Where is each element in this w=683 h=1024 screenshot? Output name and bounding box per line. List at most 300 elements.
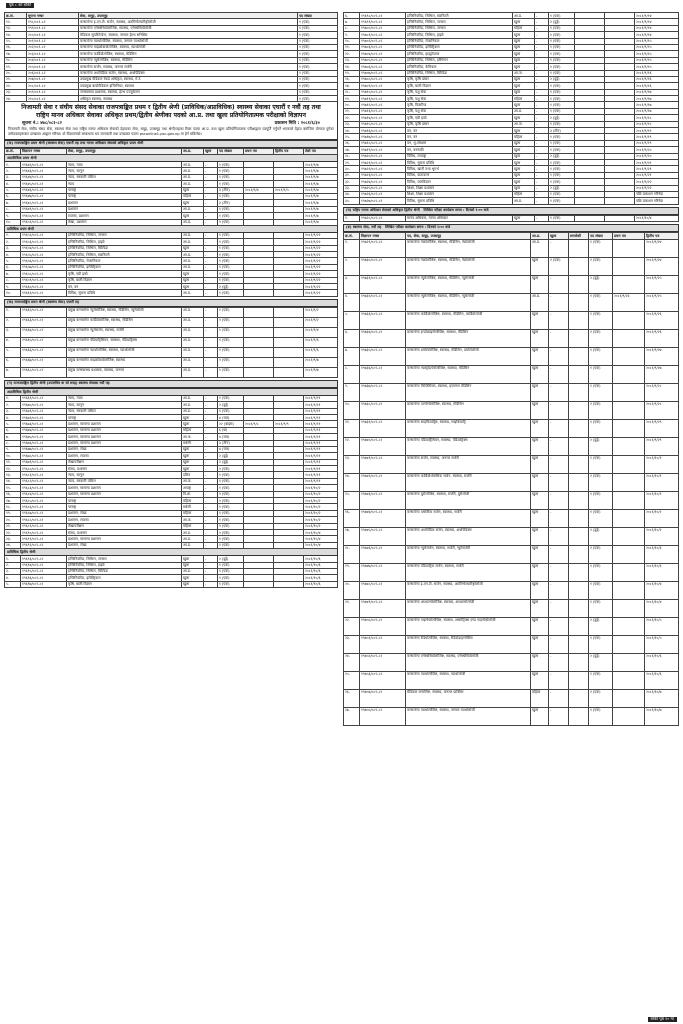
table-cell: २५. [344,134,360,140]
table-cell: १४. [5,32,27,38]
table-cell: २. [5,239,21,245]
table-cell: २०८१/९/२ [304,317,338,327]
table-cell: २२. [5,83,27,89]
table-cell: परराष्ट्र [67,504,182,510]
table-cell [569,275,589,293]
table-cell: १ (एक) [218,357,244,367]
table-cell: न्याय, कानुन [67,168,182,174]
table-cell: - [549,617,569,635]
table-cell: १९७०२/०८१-८२ [360,38,406,44]
table-cell: १ (एक) [218,213,244,219]
table-r2 [343,215,679,222]
table-cell [569,689,589,707]
table-cell: १९७३४/०८१-८२ [360,329,406,347]
table-cell: १ (एक) [589,365,613,383]
exam-note: लिखित परीक्षा कार्यक्रम समय : दिनको १:०० बजे [423,207,489,212]
table-cell [613,437,645,455]
table-cell: खुला [182,187,204,193]
table-cell: १९६८९/०८१-८२ [21,523,67,529]
table-cell: विविध, सूचना प्रविधि [406,159,513,165]
table-cell: १९७३१/०८१-८२ [360,275,406,293]
table-cell: इन्जिनियरिङ, इलेक्ट्रिकल [67,575,182,581]
table-cell: - [203,434,217,440]
table-cell: १ (एक) [217,530,243,536]
table-cell: आ.प्र. [181,408,203,414]
table-cell: २०८१/९/२२ [304,252,338,258]
table-row [344,198,679,204]
table-cell: १ (एक) [217,395,243,401]
table-cell: १२. [5,466,21,472]
table-cell: १ (एक) [549,166,575,172]
table-cell: १९७०९/०८१-८२ [360,83,406,89]
table-cell: २ (दुई) [549,185,575,191]
table-cell [569,635,589,653]
table-cell: १९७५०/०८१-८२ [360,617,406,635]
table-cell [613,617,645,635]
table-cell: १ (एक) [549,198,575,204]
table-cell: कन्सल्टेन्ट इन्डोक्राइनोलोजिष्ट, स्वास्थ्य, मेडिसिन [406,329,531,347]
table-cell: विविध, खानी तथा भूगर्भ [406,166,513,172]
col-header: द्वितीय पत्र [645,233,679,239]
table-cell: कृषि, पशु सेवा [406,96,513,102]
table-cell: आ.प्र. [182,232,204,238]
table-cell: कृषि, बाली विज्ञान [67,581,182,587]
table-cell: प्रशासन [67,200,182,206]
table-cell: १ (एक) [589,257,613,275]
table-cell: १३. [5,472,21,478]
table-cell: ११. [5,459,21,465]
table-cell: १ (एक) [218,277,244,283]
right-column [343,12,679,726]
table-cell [613,383,645,401]
table-cell: ५. [344,311,360,329]
table-d [4,388,338,588]
table-cell: खुला [513,32,535,38]
table-cell: १९७३२/०८१-८२ [360,293,406,311]
table-cell: खुला [181,556,203,562]
table-cell: - [204,245,218,251]
table-cell: आ.प्र. [181,395,203,401]
table-cell: २०८१/९/७ [304,213,338,219]
table-cell: परराष्ट्र [67,193,182,199]
table-cell [274,347,304,357]
table-cell: महिला [181,498,203,504]
table-cell: २०८१/१०/२ [303,491,337,497]
table-cell: ३१. [344,172,360,178]
table-cell: १ (एक) [298,32,338,38]
table-cell: १९६७४/०८१-८२ [21,427,67,433]
table-cell: २ (दुई) [589,617,613,635]
table-cell: १ (एक) [549,96,575,102]
table-cell: उपप्रमुख मेडिकल रेकर्ड अधिकृत, स्वास्थ्य, मे.रे. [79,76,298,82]
table-cell: १ (एक) [549,134,575,140]
table-row [344,293,679,311]
table-cell: २०८१/९/११ [303,402,337,408]
table-cell: ८. [344,365,360,383]
table-cell: २३. [5,536,21,542]
table-cell: - [204,264,218,270]
notice-number: सूचना नं.: ४७८/०८१-८२ [22,120,62,126]
table-cell: २०८१/९/२९ [645,419,679,437]
table-cell: १९६९५/०८१-८२ [21,568,67,574]
table-cell: १७. [5,51,27,57]
table-cell [569,563,589,581]
table-row [344,215,679,221]
table-cell: प्रशासन, लेखा [67,542,182,548]
table-cell: १०. [344,38,360,44]
table-cell: - [535,57,549,63]
table-cell: १९६९७/०८१-८२ [21,581,67,587]
table-cell: १ (एक) [549,70,575,76]
table-cell: १९७१५/०८१-८२ [360,121,406,127]
table-cell: - [203,478,217,484]
table-cell: १९६९०/०८१-८२ [21,530,67,536]
table-cell: इन्जिनियरिङ, मेकानिकल [67,258,182,264]
table-cell: २०८१/९/११ [303,434,337,440]
table-cell: इन्जिनियरिङ, सिभिल, हाइवे [67,562,182,568]
table-cell: - [535,179,549,185]
table-cell: - [203,542,217,548]
table-cell: २०. [5,70,27,76]
table-cell: १९६७६/०८१-८२ [21,440,67,446]
table-cell: - [204,271,218,277]
table-cell: १ (एक) [218,307,244,317]
notice-title-2: राष्ट्रिय मानव अधिकार सेवाका अधिकृत प्रथम/द्वितीय श्रेणीका पदको आ.प्र. तथा खुला प्रतियोगितात्मक परीक्षाको विज्ञापन [36,112,306,120]
table-row [344,707,679,725]
table-cell: प्रशासन, सामान्य प्रशासन [67,491,182,497]
table-cell: प्रशासन, राजस्व [67,517,182,523]
table-cell: १५. [344,491,360,509]
table-cell: - [204,232,218,238]
table-cell: इन्जिनियरिङ, इलेक्ट्रिकल [67,264,182,270]
col-header: प्रथम पत्र [613,233,645,239]
table-cell: कृषि, एग्री इको [406,115,513,121]
table-cell [244,357,274,367]
table-cell [613,257,645,275]
table-cell: १ (एक) [218,264,244,270]
col-header: विज्ञापन नम्बर [360,233,406,239]
table-cell: २०८१/९/७ [304,187,338,193]
table-cell: - [203,504,217,510]
table-cell: २. [5,562,21,568]
table-cell: - [549,635,569,653]
table-cell: खुला [513,64,535,70]
table-cell: - [204,284,218,290]
table-a [4,148,338,297]
table-cell: २०८१/९/११ [303,453,337,459]
table-cell: - [535,64,549,70]
table-cell: - [204,252,218,258]
table-cell: - [204,277,218,283]
table-cell: - [535,153,549,159]
table-cell: १९. [5,64,27,70]
table-row [344,329,679,347]
table-cell [613,473,645,491]
table-cell: २०८१/९/११ [303,478,337,484]
table-cell: आ.प्र. [182,327,204,337]
table-cell: ७. [344,347,360,365]
table-cell: विविध, जलविज्ञान [406,179,513,185]
col-header: आ.प्र. [531,233,549,239]
table-cell: १ (एक) [589,383,613,401]
table-cell: वन, भू-संरक्षण [406,140,513,146]
table-cell: २ (दुई) [589,275,613,293]
table-cell: ४. [5,252,21,258]
table-cell [274,357,304,367]
table-cell: - [204,193,218,199]
table-cell: १०. [5,290,21,296]
table-cell: १९७५२/०८१-८२ [360,653,406,671]
table-cell [575,215,605,221]
table-cell: खुला [531,419,549,437]
col-header: खुला [549,233,569,239]
table-cell: वन, वनस्पति [406,147,513,153]
section-heading [343,207,679,215]
table-cell: २०८१/१०/२ [645,509,679,527]
table-cell: १ (एक) [218,290,244,296]
table-cell: ५. [5,258,21,264]
table-cell: २०८१/१०/२ [303,498,337,504]
table-cell: २०८१/९/२ [304,307,338,317]
table-cell: खुला [513,115,535,121]
table-cell [613,491,645,509]
table-cell: २०८१/९/२८ [645,383,679,401]
table-cell: ४. [344,293,360,311]
table-cell [613,545,645,563]
table-cell: खुला [531,599,549,617]
section-title: (घ) राष्ट्रिय मानव अधिकार सेवाको अधिकृत द्वितीय श्रेणी [346,207,420,212]
table-row [344,689,679,707]
table-cell [273,581,303,587]
table-cell: २०८१/९/२० [635,147,679,153]
table-cell: २०८१/९/२२ [304,264,338,270]
table-cell: १९७४३/०८१-८२ [360,491,406,509]
table-cell: १९७४५/०८१-८२ [360,527,406,545]
table-cell: विविध, वातावरण [406,172,513,178]
table-cell [613,347,645,365]
table-cell: ३ (तीन) [218,200,244,206]
table-cell: २०. [5,517,21,523]
table-cell: १९६६३/०८१-८२ [21,317,67,327]
table-cell [274,307,304,317]
table-cell: २०८१/९/११ [303,414,337,420]
table-cell: - [203,414,217,420]
table-cell: खुला [513,185,535,191]
table-cell [613,311,645,329]
table-cell: २२. [344,617,360,635]
table-cell: आ.प्र. [181,402,203,408]
table-cell [569,707,589,725]
table-cell: - [535,140,549,146]
table-cell [613,707,645,725]
table-cell: ८. [5,440,21,446]
table-cell: ३. [5,327,21,337]
table-cell [605,215,635,221]
table-row [344,581,679,599]
col-header: सूचना नम्बर [27,13,79,19]
table-cell: १९६५६/०८१-८२ [21,258,67,264]
table-cell: १६. [344,509,360,527]
table-cell: ६. [5,264,21,270]
table-cell: २०८१/९/७ [304,174,338,180]
table-row [5,347,338,357]
table-cell: १९७०८/०८१-८२ [360,76,406,82]
table-cell: मेडिकल जनरलिष्ट, स्वास्थ्य, जनरल प्राक्टिस [406,689,531,707]
table-cell: १ (एक) [549,102,575,108]
table-cell: - [204,174,218,180]
table-cell: खुला [513,83,535,89]
table-cell: ६. [5,193,21,199]
table-cell: न्याय, कानुन [67,472,182,478]
table-cell [569,581,589,599]
table-cell: १ (एक) [589,509,613,527]
table-cell: कन्सल्टेन्ट इ.एन.टी. सर्जन, स्वास्थ्य, अटोरिनोल्यारिङ्गोलोजी [79,19,298,25]
table-cell: १९६८३/०८१-८२ [21,485,67,491]
table-cell: ५. [5,347,21,357]
table-cell: १ (एक) [217,581,243,587]
table-cell: २. [344,257,360,275]
table-cell: २०८१/९/२२ [304,232,338,238]
table-cell: २ (दुई) [217,402,243,408]
table-cell [569,599,589,617]
table-cell: २०८१/९/२७ [645,347,679,365]
table-cell [613,635,645,653]
table-cell: १९६९८/०८१-८२ [360,13,406,19]
table-cell: १९६६४/०८१-८२ [21,327,67,337]
table-cell: २१. [5,76,27,82]
table-cell: २०८१/९/२० [635,153,679,159]
table-cell: २०८१/९/१४ [635,19,679,25]
table-cell: खुला [531,383,549,401]
table-row [5,367,338,377]
table-cell: महिला [182,193,204,199]
table-cell: कृषि, फिसरिज [406,102,513,108]
table-cell: - [549,581,569,599]
table-cell: खुला [181,562,203,568]
table-cell: - [549,689,569,707]
table-cell: २०८१/१०/४ [645,581,679,599]
page-continuation-tag: पृष्ठ ८ को बाँकी [6,3,34,8]
table-cell: ७. [5,434,21,440]
table-cell: १९६९२/०८१-८२ [21,542,67,548]
table-cell: आ.प्र. [182,174,204,180]
table-cell [569,617,589,635]
table-cell: - [203,556,217,562]
table-cell: आ.प्र. [182,206,204,212]
table-cell: १ (एक) [549,83,575,89]
section-heading: (क) राजपत्राङ्कित प्रथम श्रेणी (स्वास्थ्य सेवा) एघारौं तह तथा मानव अधिकार सेवाको अधिकृत प्रथम श्रेणी [4,140,338,148]
table-cell [569,473,589,491]
table-row [344,563,679,581]
table-cell: १८. [344,89,360,95]
table-cell: ६. [5,427,21,433]
table-cell: २. [5,317,21,327]
table-cell: २०८१/९/१९ [635,140,679,146]
table-cell: परराष्ट्र [67,414,182,420]
table-cell [244,307,274,317]
table-cell: ३५. [344,198,360,204]
table-cell: १९६४४/०८१-८२ [21,174,67,180]
table-cell: १३. [344,57,360,63]
table-cell: ४. [5,414,21,420]
table-cell: २०८१/९/६ [304,347,338,357]
col-header: खुला [204,148,218,154]
table-cell: कन्सल्टेन्ट गाइनोकोलोजिष्ट, स्वास्थ्य, अब्स्टेट्रिक्स एण्ड गाइनोकोलोजी [406,617,531,635]
table-cell: २०८/०८१-८२ [27,83,79,89]
table-cell: खुला [513,166,535,172]
table-cell: - [549,671,569,689]
table-cell: १६. [344,76,360,82]
section-title: (ङ) स्वास्थ्य सेवा, नवौं तह [346,225,382,230]
table-cell: १ (एक) [298,89,338,95]
table-cell: २०८१/१०/२ [645,527,679,545]
table-cell: ८. [5,277,21,283]
table-cell: १९७४१/०८१-८२ [360,455,406,473]
table-cell: १०. [344,401,360,419]
table-cell: ४ (चार) [217,414,243,420]
table-cell: आ.प्र. [181,568,203,574]
table-cell: २०८१/९/१६ [635,83,679,89]
table-cell: २९. [344,159,360,165]
table-cell: १ (एक) [549,89,575,95]
col-header: क्र.सं. [344,233,360,239]
table-row [344,671,679,689]
table-cell: २०८१/९/७ [304,206,338,212]
table-cell: - [204,337,218,347]
table-cell: प्रशासन, सामान्य प्रशासन [67,536,182,542]
page-continuation-tag-bottom: बाँकी पृष्ठ १० मा [648,1017,677,1022]
table-cell: १९६७०/०८१-८२ [21,402,67,408]
table-cell: खुला [181,466,203,472]
table-cell [569,239,589,257]
table-cell: १९७०१/०८१-८२ [360,32,406,38]
table-cell: - [535,76,549,82]
table-cell: आ.प्र. [182,347,204,357]
table-cell: २०२/०८१-८२ [27,44,79,50]
table-cell: १९७०४/०८१-८२ [360,51,406,57]
table-row [5,96,338,102]
table-cell: - [549,527,569,545]
table-cell: - [535,89,549,95]
table-cell: १९७२०/०८१-८२ [360,153,406,159]
table-cell: १ (एक) [217,517,243,523]
table-cell: १ (एक) [589,563,613,581]
table-cell: खुला [531,329,549,347]
table-row [5,307,338,317]
table-cell: १९६८८/०८१-८२ [21,517,67,523]
table-cell: १९६५५/०८१-८२ [21,252,67,258]
table-cell: प्रमुख कन्सल्टेन्ट माइक्रोबायोलोजिष्ट, स्वास्थ्य [67,357,182,367]
table-cell: २०८१/९/१४ [635,13,679,19]
table-cell: १७. [344,83,360,89]
table-cell: मानव अधिकार, मानव अधिकार [406,215,513,221]
table-cell: २ (दुई) [549,76,575,82]
table-c [4,307,338,378]
table-cell: परराष्ट्र [67,187,182,193]
table-cell: - [549,563,569,581]
table-cell: कन्सल्टेन्ट पल्मोनोलोजिष्ट, स्वास्थ्य, मेडिसिन [406,401,531,419]
table-cell: ९. [344,383,360,401]
table-cell: खुला [513,147,535,153]
table-cell: खुला [513,44,535,50]
table-cell: २०८१/१०/३ [645,563,679,581]
table-cell: मेडिकल सुपरिटेन्डेन्ट, स्वास्थ्य, जनरल हेल्थ सर्भिसेस [79,32,298,38]
table-cell: १९६७५/०८१-८२ [21,434,67,440]
table-cell: १ (एक) [549,32,575,38]
table-cell: २. [5,402,21,408]
table-cell: २०८१/१०/४ [303,530,337,536]
table-cell: १९६८६/०८१-८२ [21,504,67,510]
